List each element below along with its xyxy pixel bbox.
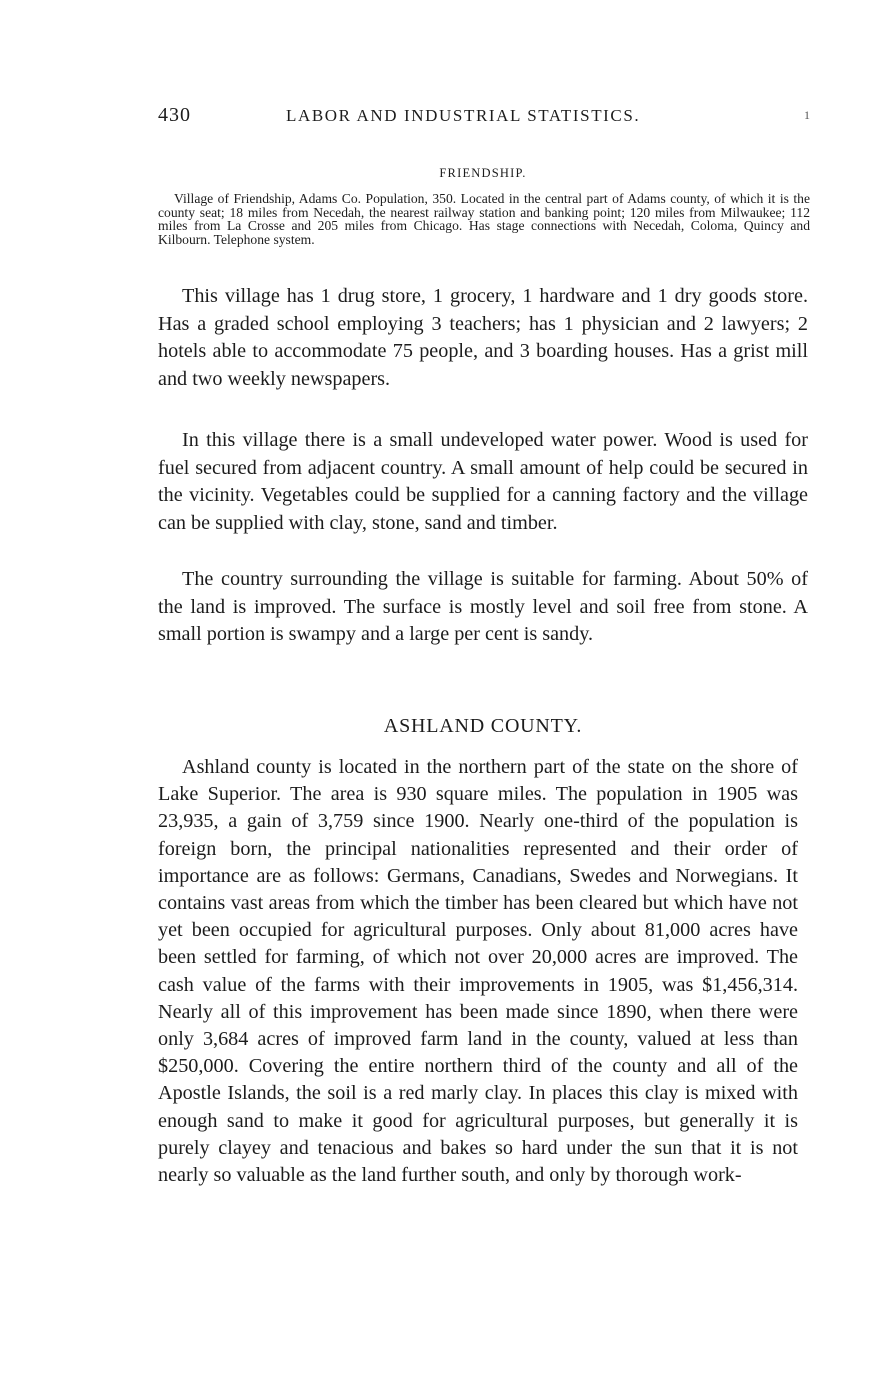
running-head xyxy=(158,104,808,134)
friendship-paragraph-2: In this village there is a small undeveloped water power. Wood is used for fuel secured from adjacent country. A small amount of help could be secured in the vicinity. Vegetables could be supplied for a canning factory and the village can be supplied with clay, stone, sand and timber. xyxy=(158,429,808,534)
friendship-paragraph-3: The country surrounding the village is suitable for farming. About 50% of the land is improved. The surface is mostly level and soil free from stone. A small portion is swampy and a large per cent is sandy. xyxy=(158,568,808,646)
ashland-paragraph: Ashland county is located in the northern part of the state on the shore of Lake Superior. The area is 930 square miles. The population in 1905 was 23,935, a gain of 3,759 since 1900. Nearly one-third of the population is foreign born, the principal nationalities represented and their order of importance are as follows: Germans, Canadians, Swedes and Norwegians. It contains vast areas from which the timber has been cleared but which have not yet been occupied for agricultural purposes. Only about 81,000 acres have been settled for farming, of which not over 20,000 acres are improved. The cash value of the farms with their improvements in 1905, was $1,456,314. Nearly all of this improvement has been made since 1890, when there were only 3,684 acres of improved farm land in the county, valued at less than $250,000. Covering the entire northern third of the county and all of the Apostle Islands, the soil is a red marly clay. In places this clay is mixed with enough sand to make it good for agricultural purposes, but generally it is purely clayey and tenacious and bakes so hard under the sun that it is not nearly so valuable as the land further south, and only by thorough work- xyxy=(158,756,798,1187)
friendship-heading: FRIENDSHIP. xyxy=(439,166,527,180)
corner-mark: 1 xyxy=(804,108,810,122)
ashland-county-heading: ASHLAND COUNTY. xyxy=(383,715,583,737)
page-number: 430 xyxy=(158,104,191,126)
friendship-intro: Village of Friendship, Adams Co. Population, 350. Located in the central part of Adams county, of which it is the county seat; 18 miles from Necedah, the nearest railway station and banking point; 120 miles from Milwaukee; 112 miles from La Crosse and 205 miles from Chicago. Has stage connections with Necedah, Coloma, Quincy and Kilbourn. Telephone system. xyxy=(158,191,810,247)
running-title: LABOR AND INDUSTRIAL STATISTICS. xyxy=(286,106,641,125)
friendship-paragraph-1: This village has 1 drug store, 1 grocery, 1 hardware and 1 dry goods store. Has a graded school employing 3 teachers; has 1 physician and 2 lawyers; 2 hotels able to accommodate 75 people, and 3 boarding houses. Has a grist mill and two weekly newspapers. xyxy=(158,285,808,390)
